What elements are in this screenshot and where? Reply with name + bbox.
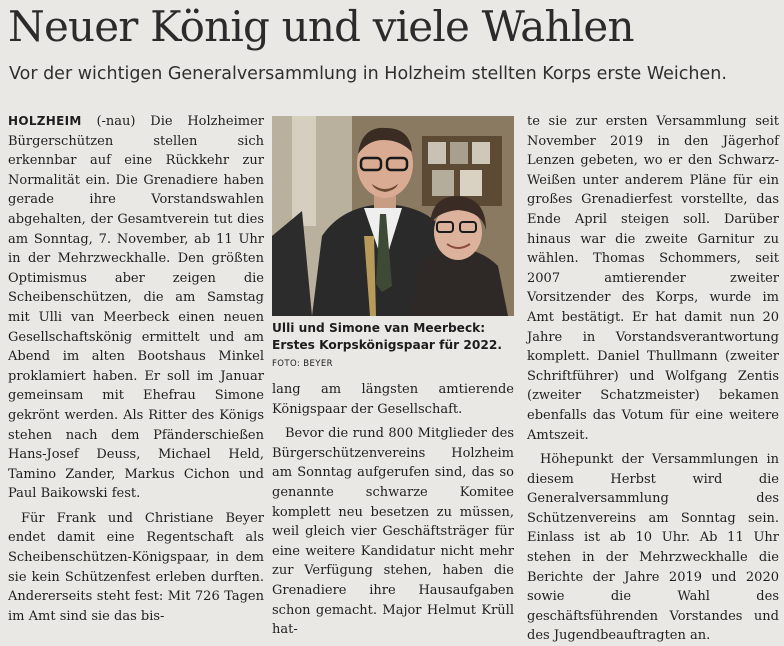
author-tag: (-nau) — [96, 114, 136, 129]
article-paragraph: lang am längsten amtierende Königspaar der Gesellschaft. — [272, 382, 514, 417]
photo-illustration — [272, 116, 514, 316]
article-paragraph: te sie zur ersten Versammlung seit November 2019 in den Jägerhof Lenzen gebeten, wo er den Schwarz-Weißen unter anderem Pläne für ein großes Grenadierfest vorstellte, das Ende April steigen soll. Darüber hinaus war die zweite Garnitur zu wählen. Thomas Schommers, seit 2007 amtierender zweiter Vorsitzender des Korps, wurde im Amt bestätigt. Er hat damit nun 20 Jahre in Vorstandsverantwortung komplett. Daniel Thullmann (zweiter Schriftführer) und Wolfgang Zentis (zweiter Schatzmeister) bekamen ebenfalls das Votum für eine weitere Amtszeit. — [527, 114, 779, 443]
article-column-2 — [272, 380, 514, 640]
article-column-1 — [8, 112, 264, 626]
article-paragraph: Bevor die rund 800 Mitglieder des Bürgerschützenvereins Holzheim am Sonntag aufgerufen sind, das so genannte schwarze Komitee komplett neu besetzen zu müssen, weil gleich vier Geschäftsträger für eine weitere Kandidatur nicht mehr zur Verfügung stehen, haben die Grenadiere ihre Hausaufgaben schon gemacht. Major Helmut Krüll hat- — [272, 426, 514, 638]
photo-caption — [272, 320, 514, 373]
article-paragraph — [8, 112, 264, 504]
article-headline: Neuer König und viele Wahlen — [8, 2, 634, 51]
paragraph-text: Die Holzheimer Bürgerschützen stellen sich erkennbar auf eine Rückkehr zur Normalität ein. Die Grenadiere haben gerade ihre Vorstandswahlen abgehalten, der Gesamtverein tut dies am Sonntag, 7. November, ab 11 Uhr in der Mehrzweckhalle. Den größten Optimismus aber zeigen die Scheibenschützen, die am Samstag mit Ulli van Meerbeck einen neuen Gesellschaftskönig ermittelt und am Abend im alten Bootshaus Minkel proklamiert haben. Er soll im Januar gemeinsam mit Ehefrau Simone gekrönt werden. Als Ritter des Königs stehen nach dem Pfänderschießen Hans-Josef Deuss, Michael Held, Tamino Zander, Markus Cichon und Paul Baikowski fest. — [8, 114, 264, 502]
article-subheadline: Vor der wichtigen Generalversammlung in Holzheim stellten Korps erste Weichen. — [9, 64, 727, 84]
article-paragraph: Für Frank und Christiane Beyer endet damit eine Regentschaft als Scheibenschützen-Königspaar, in dem sie kein Schützenfest erleben durften. Andererseits steht fest: Mit 726 Tagen im Amt sind sie das bis- — [8, 510, 264, 624]
photo-credit: FOTO: BEYER — [272, 359, 333, 369]
article-photo — [272, 116, 514, 316]
article-paragraph: Höhepunkt der Versammlungen in diesem Herbst wird die Generalversammlung des Schützenvereins am Sonntag sein. Einlass ist ab 10 Uhr. Ab 11 Uhr stehen in der Mehrzweckhalle die Berichte der Jahre 2019 und 2020 sowie die Wahl des geschäftsführenden Vorstandes und des Jugendbeauftragten an. — [527, 452, 779, 644]
article-column-3 — [527, 112, 779, 646]
caption-text: Ulli und Simone van Meerbeck: Erstes Korpskönigspaar für 2022. — [272, 321, 502, 352]
dateline: HOLZHEIM — [8, 114, 82, 128]
